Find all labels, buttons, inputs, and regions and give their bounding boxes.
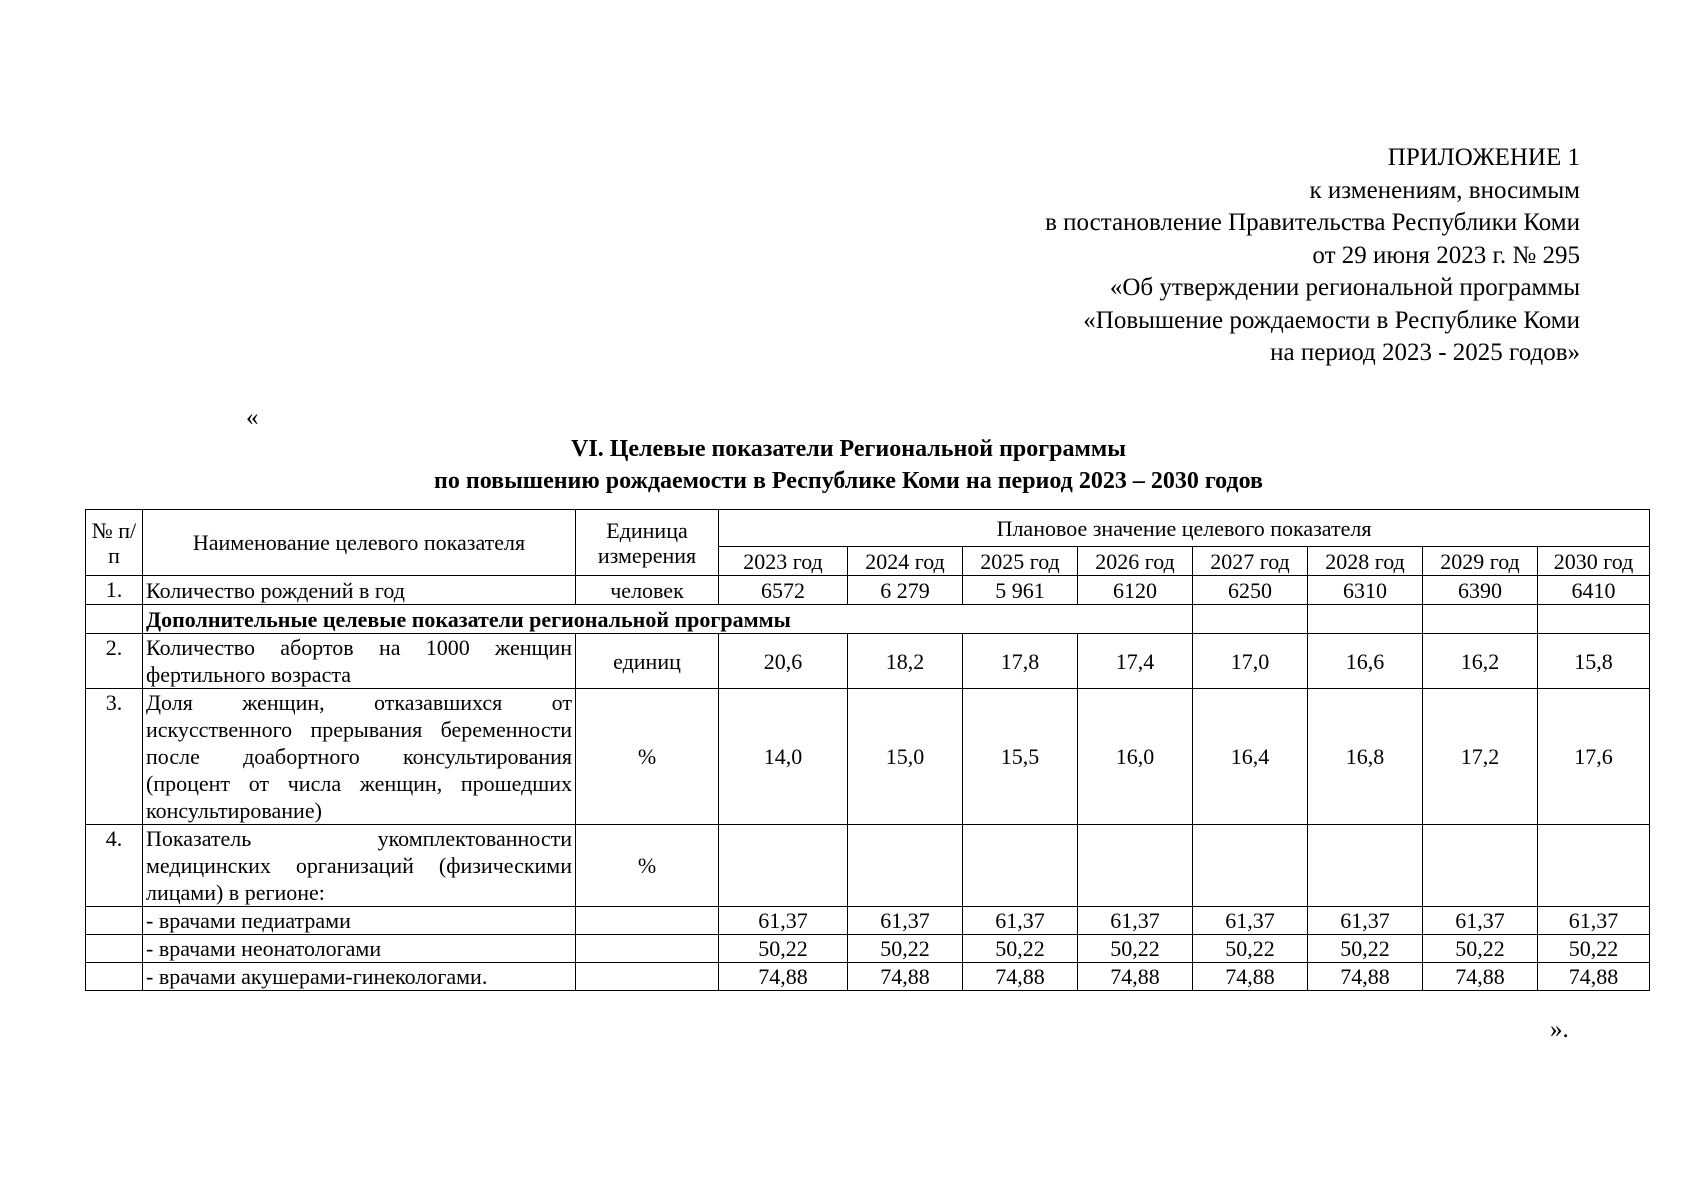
value-cell: 17,6: [1538, 689, 1650, 825]
appendix-line: от 29 июня 2023 г. № 295: [1312, 241, 1580, 269]
value-cell: 74,88: [1078, 963, 1193, 991]
table-row: [86, 935, 1650, 963]
indicator-name: - врачами акушерами-гинекологами.: [143, 963, 576, 991]
value-cell: [963, 825, 1078, 907]
value-cell: 61,37: [1538, 907, 1650, 935]
close-quote: ».: [1550, 1016, 1569, 1043]
unit-cell: [576, 963, 719, 991]
value-cell: [1423, 825, 1538, 907]
value-cell: 50,22: [963, 935, 1078, 963]
empty-cell: [1193, 605, 1308, 634]
year-header: 2030 год: [1538, 547, 1650, 576]
value-cell: 61,37: [963, 907, 1078, 935]
unit-header: Единица измерения: [576, 510, 719, 576]
year-header: 2029 год: [1423, 547, 1538, 576]
appendix-line: в постановление Правительства Республики Коми: [1045, 209, 1580, 236]
value-cell: 61,37: [1308, 907, 1423, 935]
empty-cell: [1538, 605, 1650, 634]
value-cell: 15,5: [963, 689, 1078, 825]
value-cell: 17,2: [1423, 689, 1538, 825]
appendix-line: к изменениям, вносимым: [1309, 176, 1580, 204]
value-cell: 74,88: [963, 963, 1078, 991]
table-row: [86, 689, 1650, 825]
value-cell: 74,88: [1308, 963, 1423, 991]
table-row: [86, 634, 1650, 689]
unit-cell: %: [576, 825, 719, 907]
appendix-line: ПРИЛОЖЕНИЕ 1: [1387, 144, 1580, 171]
row-number: [86, 963, 143, 991]
value-cell: 20,6: [719, 634, 848, 689]
value-cell: [848, 825, 963, 907]
appendix-line: «Повышение рождаемости в Республике Коми: [1083, 306, 1580, 334]
value-cell: 16,0: [1078, 689, 1193, 825]
value-cell: 74,88: [848, 963, 963, 991]
value-cell: [1308, 825, 1423, 907]
year-header: 2028 год: [1308, 547, 1423, 576]
value-cell: 50,22: [1423, 935, 1538, 963]
value-cell: 74,88: [1423, 963, 1538, 991]
value-cell: 6 279: [848, 576, 963, 605]
row-number: 2.: [86, 634, 143, 689]
subheader-cell: Дополнительные целевые показатели региональной программы: [143, 605, 1193, 634]
year-header: 2026 год: [1078, 547, 1193, 576]
appendix-header: [1045, 142, 1580, 370]
value-cell: 16,4: [1193, 689, 1308, 825]
appendix-line: «Об утверждении региональной программы: [1109, 274, 1580, 301]
row-number: 1.: [86, 576, 143, 605]
value-cell: 17,4: [1078, 634, 1193, 689]
unit-cell: человек: [576, 576, 719, 605]
value-cell: [1078, 825, 1193, 907]
title-line-2: по повышению рождаемости в Республике Коми на период 2023 – 2030 годов: [434, 468, 1263, 494]
value-cell: 50,22: [848, 935, 963, 963]
value-cell: 74,88: [1538, 963, 1650, 991]
value-cell: 6250: [1193, 576, 1308, 605]
year-header: 2023 год: [719, 547, 848, 576]
value-cell: 61,37: [1193, 907, 1308, 935]
year-header: 2024 год: [848, 547, 963, 576]
value-cell: 50,22: [1308, 935, 1423, 963]
section-title: [0, 433, 1697, 497]
value-cell: 50,22: [1193, 935, 1308, 963]
value-cell: 6390: [1423, 576, 1538, 605]
target-indicators-table: [85, 509, 1650, 991]
value-cell: 16,8: [1308, 689, 1423, 825]
row-number: 3.: [86, 689, 143, 825]
year-header: 2027 год: [1193, 547, 1308, 576]
title-line-1: VI. Целевые показатели Региональной программы: [571, 436, 1126, 462]
value-cell: 6572: [719, 576, 848, 605]
value-cell: 14,0: [719, 689, 848, 825]
num-header: № п/п: [86, 510, 143, 576]
appendix-line: на период 2023 - 2025 годов»: [1270, 339, 1580, 366]
unit-cell: [576, 935, 719, 963]
indicator-name: Количество рождений в год: [143, 576, 576, 605]
indicator-name: Показатель укомплектованности медицинских организаций (физическими лицами) в регионе:: [143, 825, 576, 907]
unit-cell: единиц: [576, 634, 719, 689]
year-header: 2025 год: [963, 547, 1078, 576]
open-quote: «: [246, 404, 259, 431]
value-cell: [1538, 825, 1650, 907]
empty-cell: [1308, 605, 1423, 634]
header-row: [86, 510, 1650, 547]
value-cell: 18,2: [848, 634, 963, 689]
value-cell: 61,37: [719, 907, 848, 935]
table-row: [86, 963, 1650, 991]
value-cell: 6410: [1538, 576, 1650, 605]
value-cell: [1193, 825, 1308, 907]
table-row: [86, 825, 1650, 907]
value-cell: 50,22: [719, 935, 848, 963]
table-row: [86, 907, 1650, 935]
value-cell: 50,22: [1078, 935, 1193, 963]
value-cell: 74,88: [1193, 963, 1308, 991]
value-cell: 16,6: [1308, 634, 1423, 689]
subheader-empty-cell: [86, 605, 143, 634]
value-cell: 5 961: [963, 576, 1078, 605]
row-number: [86, 935, 143, 963]
indicator-name: Доля женщин, отказавшихся от искусственного прерывания беременности после доабортного консультирования (процент от числа женщин, прошедших консультирование): [143, 689, 576, 825]
value-cell: 17,0: [1193, 634, 1308, 689]
row-number: 4.: [86, 825, 143, 907]
value-cell: 50,22: [1538, 935, 1650, 963]
unit-cell: %: [576, 689, 719, 825]
value-cell: 15,8: [1538, 634, 1650, 689]
indicator-name: - врачами педиатрами: [143, 907, 576, 935]
empty-cell: [1423, 605, 1538, 634]
value-cell: 6120: [1078, 576, 1193, 605]
subheader-row: [86, 605, 1650, 634]
table-row: [86, 576, 1650, 605]
indicator-name: Количество абортов на 1000 женщин фертильного возраста: [143, 634, 576, 689]
planned-header: Плановое значение целевого показателя: [719, 510, 1650, 547]
value-cell: 16,2: [1423, 634, 1538, 689]
name-header: Наименование целевого показателя: [143, 510, 576, 576]
value-cell: 74,88: [719, 963, 848, 991]
value-cell: 17,8: [963, 634, 1078, 689]
value-cell: 61,37: [1423, 907, 1538, 935]
indicator-name: - врачами неонатологами: [143, 935, 576, 963]
value-cell: 61,37: [848, 907, 963, 935]
value-cell: 61,37: [1078, 907, 1193, 935]
value-cell: 15,0: [848, 689, 963, 825]
value-cell: 6310: [1308, 576, 1423, 605]
unit-cell: [576, 907, 719, 935]
value-cell: [719, 825, 848, 907]
row-number: [86, 907, 143, 935]
